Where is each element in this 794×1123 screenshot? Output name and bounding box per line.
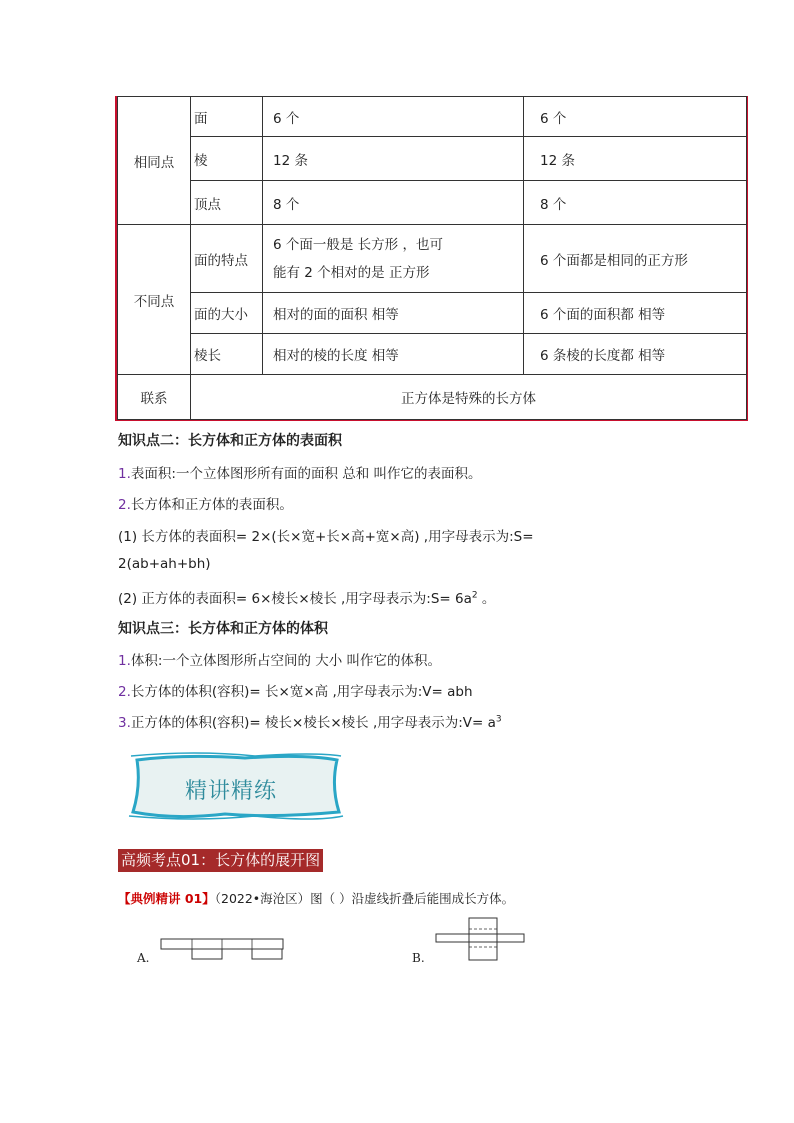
same-label: 相同点 xyxy=(118,97,191,225)
topic-prefix: 高频考点 xyxy=(121,851,182,869)
kp3-line-2 xyxy=(118,680,473,700)
kp3-line-3-text: 正方体的体积(容积)= 棱长×棱长×棱长 ,用字母表示为:V= a xyxy=(130,715,496,731)
kp2-line-2-num: 2. xyxy=(118,497,131,513)
kp3-line-1-text: 体积:一个立体图形所占空间的 大小 叫作它的体积。 xyxy=(130,653,442,669)
kp3-line-2-num: 2. xyxy=(118,684,131,700)
cube-cell: 6 个面都是相同的正方形 xyxy=(524,225,747,293)
cube-cell: 8 个 xyxy=(524,181,747,225)
cuboid-line-1: 6 个面一般是 长方形 ，也可 xyxy=(273,236,443,253)
cube-cell: 6 个面的面积都 相等 xyxy=(524,293,747,334)
kp3-line-1-num: 1. xyxy=(118,653,131,669)
kp2-line-2 xyxy=(118,493,293,513)
topic-bar xyxy=(118,849,323,872)
kp2-line-5-sup: 2 xyxy=(471,590,478,601)
kp2-line-5-end: 。 xyxy=(477,591,496,607)
cuboid-cell: 6 个 xyxy=(263,97,524,137)
row-attr: 面 xyxy=(191,97,263,137)
option-b-label: B. xyxy=(412,951,425,965)
row-attr: 棱 xyxy=(191,137,263,181)
kp2-line-3: (1) 长方体的表面积= 2×(长×宽+长×高+宽×高) ,用字母表示为:S= xyxy=(118,529,534,545)
diff-label: 不同点 xyxy=(118,225,191,375)
kp3-line-1 xyxy=(118,649,441,669)
kp3-line-2-text: 长方体的体积(容积)= 长×宽×高 ,用字母表示为:V= abh xyxy=(130,684,473,700)
link-label: 联系 xyxy=(118,375,191,420)
row-attr: 顶点 xyxy=(191,181,263,225)
kp3-line-3-sup: 3 xyxy=(495,714,502,725)
kp2-line-5-text: (2) 正方体的表面积= 6×棱长×棱长 ,用字母表示为:S= 6a xyxy=(118,591,472,607)
cube-cell: 6 个 xyxy=(524,97,747,137)
cuboid-cell: 相对的棱的长度 相等 xyxy=(263,334,524,375)
kp2-line-1 xyxy=(118,462,482,482)
example-tag: 【典例精讲 01】 xyxy=(118,891,215,906)
kp3-line-3 xyxy=(118,711,502,731)
option-a-net xyxy=(160,938,285,962)
badge-title: 精讲精练 xyxy=(185,779,278,804)
kp2-line-4: 2(ab+ah+bh) xyxy=(118,556,211,572)
kp2-title: 知识点二：长方体和正方体的表面积 xyxy=(118,433,342,449)
cuboid-cell: 8 个 xyxy=(263,181,524,225)
cube-cell: 6 条棱的长度都 相等 xyxy=(524,334,747,375)
topic-title: 01：长方体的展开图 xyxy=(181,851,321,869)
example-text: （2022•海沧区）图（ ）沿虚线折叠后能围成长方体。 xyxy=(214,891,515,906)
row-attr: 面的大小 xyxy=(191,293,263,334)
cuboid-cell: 12 条 xyxy=(263,137,524,181)
kp2-line-2-text: 长方体和正方体的表面积。 xyxy=(130,497,293,513)
kp3-title: 知识点三：长方体和正方体的体积 xyxy=(118,621,328,637)
kp2-line-1-num: 1. xyxy=(118,466,131,482)
example-line xyxy=(118,889,514,907)
kp2-line-1-text: 表面积:一个立体图形所有面的面积 总和 叫作它的表面积。 xyxy=(130,466,482,482)
comparison-table xyxy=(117,96,747,420)
row-attr: 棱长 xyxy=(191,334,263,375)
cuboid-cell: 相对的面的面积 相等 xyxy=(263,293,524,334)
kp3-line-3-num: 3. xyxy=(118,715,131,731)
option-a-label: A. xyxy=(137,951,150,965)
cuboid-line-2: 能有 2 个相对的是 正方形 xyxy=(273,264,430,281)
kp2-line-5 xyxy=(118,587,495,607)
row-attr: 面的特点 xyxy=(191,225,263,293)
cube-cell: 12 条 xyxy=(524,137,747,181)
cuboid-cell xyxy=(263,225,524,293)
option-b-net xyxy=(435,917,527,963)
link-text: 正方体是特殊的长方体 xyxy=(191,375,747,420)
